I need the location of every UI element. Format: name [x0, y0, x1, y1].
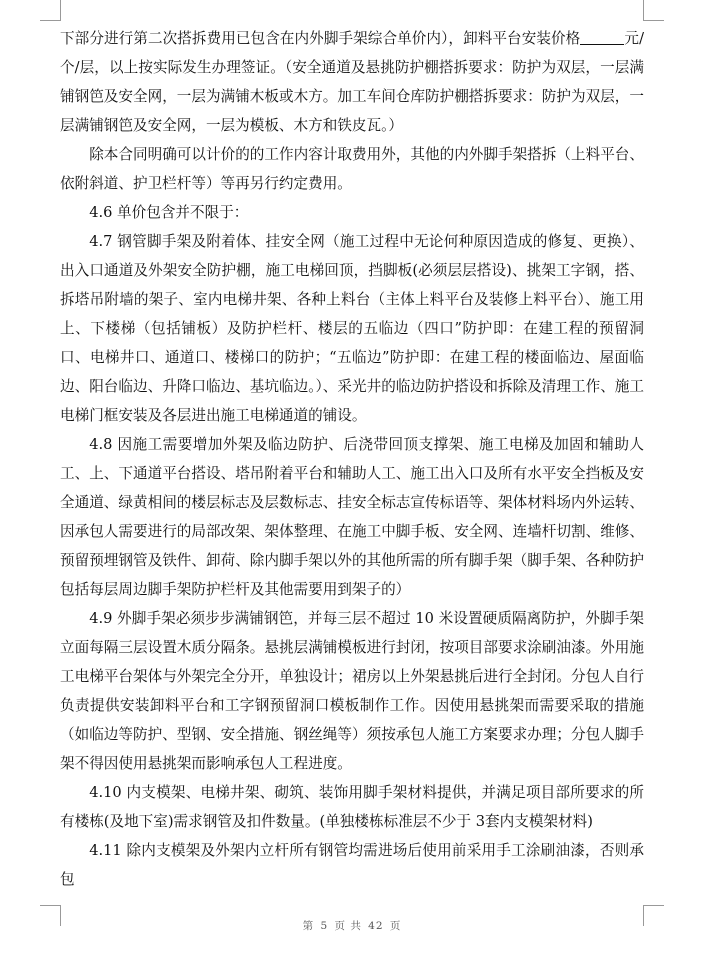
paragraph-text: 元/个/层，以上按实际发生办理签证。（安全通道及悬挑防护棚搭拆要求：防护为双层，一层满铺钢笆及安全网，一层为满铺木板或木方。加工车间仓库防护棚搭拆要求：防护为双层，一层满铺钢笆及安全网，一层为模板、木方和铁皮瓦。）	[60, 30, 644, 134]
footer-suffix: 页	[389, 920, 402, 932]
footer-mid: 页 共	[334, 920, 362, 932]
current-page-number: 5	[320, 920, 329, 932]
crop-mark-top-left	[40, 0, 61, 21]
clause-4-9: 4.9 外脚手架必须步步满铺钢笆，并每三层不超过 10 米设置硬质隔离防护，外脚手架立面每隔三层设置木质分隔条。悬挑层满铺模板进行封闭，按项目部要求涂刷油漆。外用施工电梯平台架体与外架完全分开，单独设计；裙房以上外架悬挑后进行全封闭。分包人自行负责提供安装卸料平台和工字钢预留洞口模板制作工作。因使用悬挑架而需要采取的措施（如临边等防护、型钢、安全措施、钢丝绳等）须按承包人施工方案要求办理；分包人脚手架不得因使用悬挑架而影响承包人工程进度。	[60, 610, 644, 772]
clause-4-8: 4.8 因施工需要增加外架及临边防护、后浇带回顶支撑架、施工电梯及加固和辅助人工、上、下通道平台搭设、塔吊附着平台和辅助人工、施工出入口及所有水平安全挡板及安全通道、绿黄相间的楼层标志及层数标志、挂安全标志宣传标语等、架体材料场内外运转、因承包人需要进行的局部改架、架体整理、在施工中脚手板、安全网、连墙杆切割、维修、预留预埋钢管及铁件、卸荷、除内脚手架以外的其他所需的所有脚手架（脚手架、各种防护包括每层周边脚手架防护栏杆及其他需要用到架子的）	[60, 436, 644, 598]
footer-prefix: 第	[302, 920, 315, 932]
clause-4-11: 4.11 除内支模架及外架内立杆所有钢管均需进场后使用前采用手工涂刷油漆，否则承包	[60, 842, 644, 888]
document-body	[60, 24, 644, 894]
total-pages-number: 42	[368, 920, 384, 932]
price-blank-field	[580, 28, 624, 45]
page-footer	[0, 918, 704, 933]
paragraph-continuation	[60, 24, 644, 140]
clause-4-7: 4.7 钢管脚手架及附着体、挂安全网（施工过程中无论何种原因造成的修复、更换）、出入口通道及外架安全防护棚，施工电梯回顶，挡脚板(必须层层搭设)、挑架工字钢，搭、拆塔吊附墙的架子、室内电梯井架、各种上料台（主体上料平台及装修上料平台）、施工用上、下楼梯（包括铺板）及防护栏杆、楼层的五临边（四口”防护即：在建工程的预留洞口、电梯井口、通道口、楼梯口的防护；“五临边”防护即：在建工程的楼面临边、屋面临边、阳台临边、升降口临边、基坑临边。）、采光井的临边防护搭设和拆除及清理工作、施工电梯门框安装及各层进出施工电梯通道的铺设。	[60, 233, 645, 424]
crop-mark-top-right	[643, 0, 664, 21]
clause-4-10: 4.10 内支模架、电梯井架、砌筑、装饰用脚手架材料提供，并满足项目部所要求的所有楼栋(及地下室)需求钢管及扣件数量。(单独楼栋标准层不少于 3套内支模架材料)	[60, 784, 644, 830]
clause-4-6: 4.6 单价包含并不限于：	[89, 204, 249, 221]
paragraph-text: 下部分进行第二次搭拆费用已包含在内外脚手架综合单价内），卸料平台安装价格	[60, 30, 581, 47]
paragraph-other-costs: 除本合同明确可以计价的的工作内容计取费用外，其他的内外脚手架搭拆（上料平台、依附斜道、护卫栏杆等）等再另行约定费用。	[60, 146, 644, 192]
